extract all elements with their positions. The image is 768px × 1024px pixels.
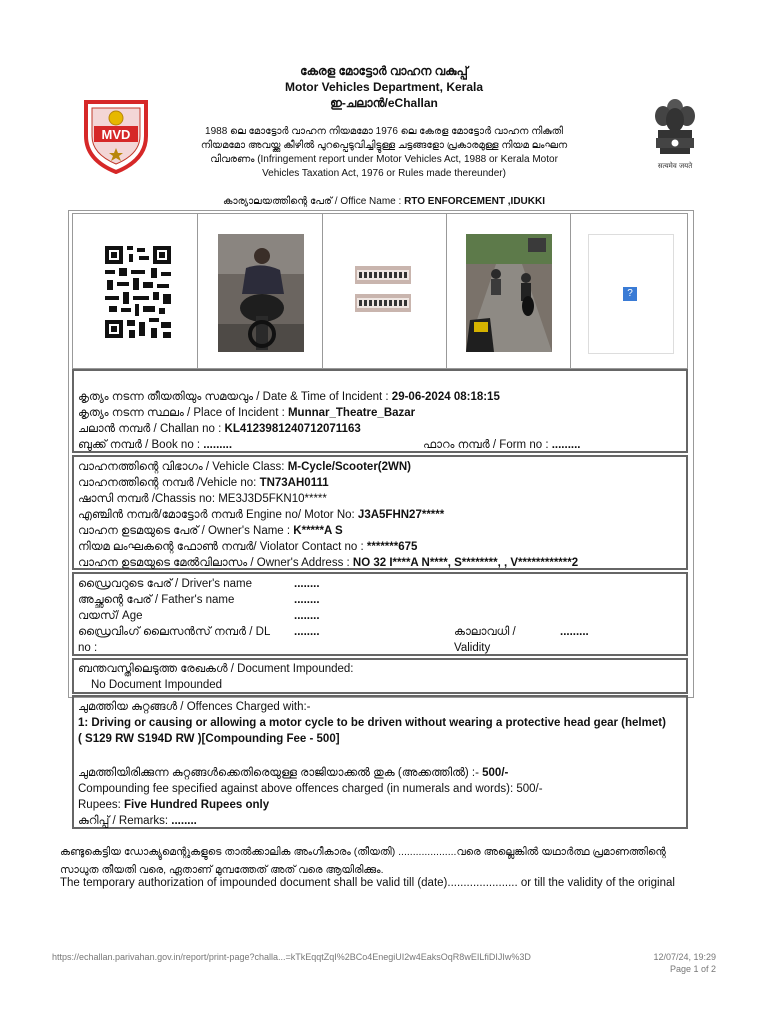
fee-malayalam-value: 500/- (482, 767, 509, 779)
form-number (423, 437, 580, 453)
engine-row (78, 507, 682, 523)
age-label: വയസ്/ Age (78, 610, 143, 622)
plate-crop-cell (322, 214, 447, 368)
intro-line-2: നിയമമോ അവയ്ക്കു കീഴിൽ പുറപ്പെടുവിച്ചിട്ടുള്ള ചട്ടങ്ങളോ പ്രകാരമുള്ള നിയമ ലംഘന (200, 140, 568, 151)
vehicle-class-row (78, 459, 682, 475)
mvd-logo (80, 96, 152, 174)
intro-paragraph (200, 125, 568, 181)
echallan-title: ഇ-ചലാൻ/eChallan (330, 96, 438, 110)
vehicle-class-value: M-Cycle/Scooter(2WN) (287, 461, 412, 473)
remarks-row (78, 813, 682, 829)
age-value: ........ (294, 610, 320, 622)
book-number-value: ......... (203, 439, 233, 451)
father-name-label: അച്ഛന്റെ പേര് / Father's name (78, 594, 235, 606)
incident-place-value: Munnar_Theatre_Bazar (287, 407, 416, 419)
offence-line-1: 1: Driving or causing or allowing a motor cycle to be driven without wearing a protective head gear (helmet) (78, 717, 666, 729)
dl-row-continued (78, 640, 682, 656)
father-name-row (78, 592, 682, 608)
evidence-image-row (72, 213, 688, 369)
street-photo-cell (446, 214, 571, 368)
chassis-row (78, 491, 682, 507)
owner-name-label: വാഹന ഉടമയുടെ പേര് / Owner's Name : (78, 525, 294, 537)
dl-value: ........ (294, 626, 320, 638)
footer-note-malayalam-2: സാധുത തീയതി വരെ, ഏതാണ് മുമ്പത്തേത് അത് വരെ ആയിരിക്കും. (60, 864, 384, 876)
vehicle-number-label: വാഹനത്തിന്റെ നമ്പർ /Vehicle no: (78, 477, 260, 489)
incident-date-label: കൃത്യം നടന്ന തീയതിയും സമയവും / Date & Time of Incident : (78, 391, 392, 403)
qr-cell (73, 214, 198, 368)
challan-number-label: ചലാൻ നമ്പർ / Challan no : (78, 423, 225, 435)
rider-photo-cell (197, 214, 323, 368)
fee-english: Compounding fee specified against above offences charged (in numerals and words): 500/- (78, 783, 543, 795)
fee-malayalam-label: ചുമത്തിയിരിക്കുന്ന കുറ്റങ്ങൾക്കെതിരെയുള്ള രാജിയാക്കൽ തുക (അക്കത്തിൽ) :- (78, 767, 483, 779)
vehicle-number-value: TN73AH0111 (259, 477, 329, 489)
owner-address-value: NO 32 I****A N****, S********, , V************2 (352, 557, 579, 569)
validity-value: ......... (560, 626, 589, 638)
driver-name-label: ഡ്രൈവറുടെ പേര് / Driver's name (78, 578, 253, 590)
owner-address-row (78, 555, 682, 571)
challan-number-row (78, 421, 682, 437)
father-name-value: ........ (294, 594, 320, 606)
vehicle-section (72, 455, 688, 570)
dl-row (78, 624, 682, 640)
incident-date-row (78, 389, 682, 405)
remarks-value: ........ (171, 815, 197, 827)
book-number-label: ബുക്ക് നമ്പർ / Book no : (78, 439, 204, 451)
department-title: Motor Vehicles Department, Kerala (284, 80, 484, 94)
driver-name-value: ........ (294, 578, 320, 590)
challan-number-value: KL4123981240712071163 (224, 423, 361, 435)
driver-section (72, 572, 688, 656)
validity-label: കാലാവധി / (454, 626, 516, 638)
chassis-label: ഷാസി നമ്പർ /Chassis no: (78, 493, 219, 505)
form-number-label: ഫാറം നമ്പർ / Form no : (423, 439, 552, 451)
print-url: https://echallan.parivahan.gov.in/report/print-page?challa...=kTkEqqtZqI%2BCo4EnegiUI2w4EaksOqR8wEILfiDIJIw%3D (52, 952, 531, 962)
broken-image-frame (588, 234, 674, 354)
book-form-row (78, 437, 682, 453)
remarks-label: കുറിപ്പ് / Remarks: (78, 815, 172, 827)
fee-malayalam-row (78, 765, 682, 781)
number-plate-crop-2 (355, 294, 411, 312)
age-row (78, 608, 682, 624)
number-plate-crop-1 (355, 266, 411, 284)
mvd-logo-text: MVD (101, 127, 131, 142)
validity-label-continued: Validity (454, 642, 491, 654)
vehicle-number-row (78, 475, 682, 491)
owner-address-label: വാഹന ഉടമയുടെ മേൽവിലാസം / Owner's Address : (78, 557, 353, 569)
intro-line-1: 1988 ലെ മോട്ടോർ വാഹന നിയമമോ 1976 ലെ കേരള മോട്ടോർ വാഹന നികുതി (205, 126, 563, 137)
dl-label: ഡ്രൈവിംഗ് ലൈസൻസ് നമ്പർ / DL (78, 626, 271, 638)
rupees-row (78, 797, 682, 813)
incident-date-value: 29-06-2024 08:18:15 (391, 391, 500, 403)
page-number: Page 1 of 2 (669, 964, 716, 974)
offences-label: ചുമത്തിയ കുറ്റങ്ങൾ / Offences Charged with:- (78, 701, 311, 713)
violator-contact-label: നിയമ ലംഘകന്റെ ഫോൺ നമ്പർ/ Violator Contact no : (78, 541, 367, 553)
rupees-label: Rupees: (78, 799, 125, 811)
footer-note-english: The temporary authorization of impounded document shall be valid till (date)...................... or till the validity of the original (60, 877, 675, 889)
driver-name-row (78, 576, 682, 592)
broken-image-icon: ? (623, 287, 637, 301)
incident-section (72, 369, 688, 453)
vehicle-class-label: വാഹനത്തിന്റെ വിഭാഗം / Vehicle Class: (78, 461, 288, 473)
documents-impounded-value: No Document Impounded (91, 679, 223, 691)
form-number-value: ......... (551, 439, 581, 451)
offences-section (72, 695, 688, 829)
engine-value: J3A5FHN27***** (357, 509, 445, 521)
incident-place-row (78, 405, 682, 421)
office-name (0, 196, 768, 207)
qr-code (103, 244, 173, 340)
footer-note-malayalam-1: കണ്ടുകെട്ടിയ ഡോക്യുമെന്റുകളുടെ താൽക്കാലിക അംഗീകാരം (തീയതി) ....................വരെ അല്ലെങ്കിൽ യഥാർത്ഥ പ്രമാണത്തിന്റെ (60, 846, 666, 858)
street-photo (466, 234, 552, 352)
violator-contact-value: *******675 (366, 541, 418, 553)
rupees-value: Five Hundred Rupees only (124, 799, 270, 811)
engine-label: എഞ്ചിൻ നമ്പർ/മോട്ടോർ നമ്പർ Engine no/ Motor No: (78, 509, 358, 521)
owner-name-value: K*****A S (293, 525, 343, 537)
national-emblem (648, 94, 702, 174)
department-title-malayalam: കേരള മോട്ടോർ വാഹന വകുപ്പ് (300, 64, 468, 78)
documents-section (72, 658, 688, 694)
print-datetime: 12/07/24, 19:29 (653, 952, 716, 962)
emblem-caption: सत्यमेव जयते (657, 162, 693, 170)
violator-contact-row (78, 539, 682, 555)
office-label: കാര്യാലയത്തിന്റെ പേര് / Office Name : (223, 196, 405, 207)
dl-label-continued: no : (78, 642, 98, 654)
rider-photo (218, 234, 304, 352)
offences-spacer (78, 747, 682, 765)
chassis-value: ME3J3D5FKN10***** (218, 493, 327, 505)
incident-place-label: കൃത്യം നടന്ന സ്ഥലം / Place of Incident : (78, 407, 288, 419)
documents-impounded-label: ബന്തവസ്തിലെടുത്ത രേഖകൾ / Document Impounded: (78, 663, 354, 675)
office-value: RTO ENFORCEMENT ,IDUKKI (404, 196, 545, 207)
offence-line-2: ( S129 RW S194D RW )[Compounding Fee - 500] (78, 733, 340, 745)
intro-line-3: വിവരണം (Infringement report under Motor Vehicles Act, 1988 or Kerala Motor (210, 154, 558, 165)
intro-line-4: Vehicles Taxation Act, 1976 or Rules made thereunder) (262, 168, 506, 179)
missing-image-cell (570, 214, 689, 368)
owner-name-row (78, 523, 682, 539)
